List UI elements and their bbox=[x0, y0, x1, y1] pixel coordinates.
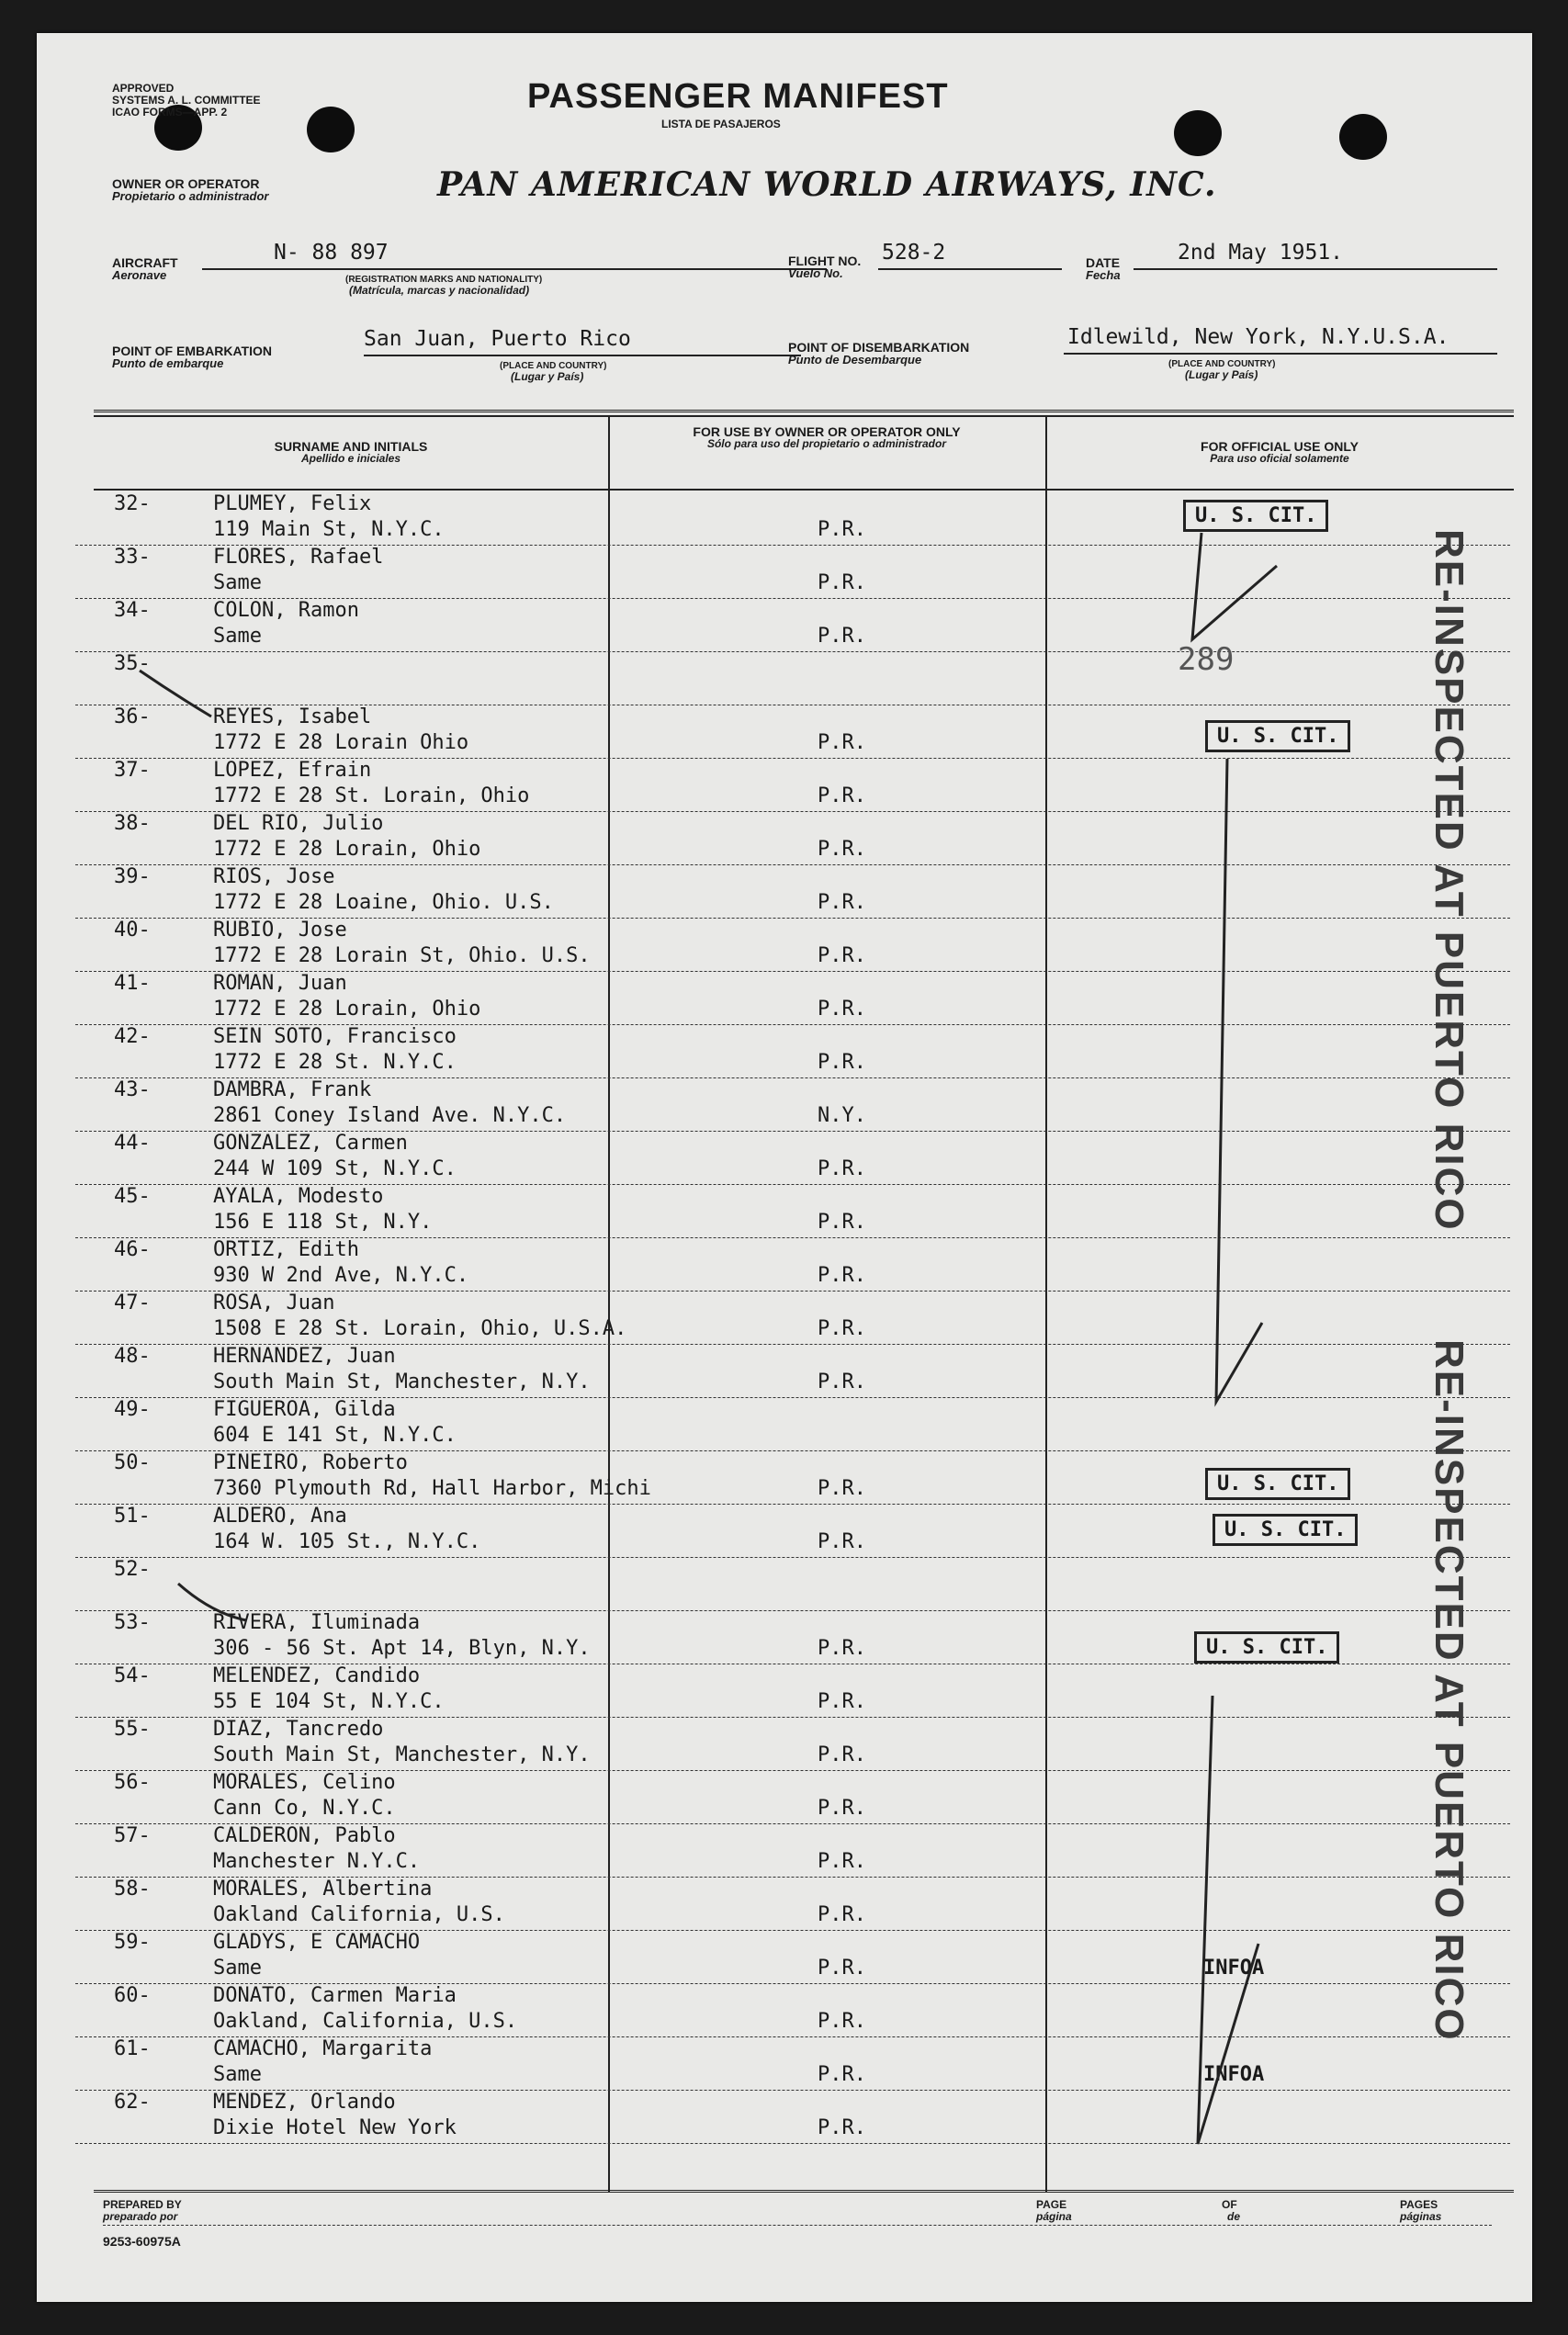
passenger-address: 2861 Coney Island Ave. N.Y.C. bbox=[213, 1104, 567, 1127]
passenger-name: RUBIO, Jose bbox=[213, 919, 347, 942]
disembarkation-label-es: Punto de Desembarque bbox=[788, 353, 922, 367]
passenger-address: Same bbox=[213, 571, 262, 594]
official-note: INFOA bbox=[1203, 1957, 1265, 1980]
official-note: INFOA bbox=[1203, 2063, 1265, 2086]
column-header-official-en: FOR OFFICIAL USE ONLY bbox=[1201, 439, 1359, 454]
passenger-address: 1772 E 28 Lorain, Ohio bbox=[213, 998, 481, 1021]
date-label: DATE bbox=[1086, 255, 1121, 270]
embarkation-label: POINT OF EMBARKATION bbox=[112, 344, 272, 358]
row-number: 36- bbox=[114, 705, 151, 728]
operator-note: P.R. bbox=[818, 1530, 866, 1553]
operator-note: P.R. bbox=[818, 944, 866, 967]
passenger-address: Same bbox=[213, 2063, 262, 2086]
pen-strike bbox=[178, 1584, 246, 1620]
passenger-address: 119 Main St, N.Y.C. bbox=[213, 518, 445, 541]
passenger-address: Oakland, California, U.S. bbox=[213, 2010, 518, 2033]
operator-note: P.R. bbox=[818, 784, 866, 807]
row-number: 43- bbox=[114, 1078, 151, 1101]
us-cit-stamp: U. S. CIT. bbox=[1205, 1468, 1350, 1500]
pen-marks bbox=[37, 33, 1532, 2302]
passenger-name: LOPEZ, Efrain bbox=[213, 759, 372, 782]
passenger-address: 1772 E 28 Loaine, Ohio. U.S. bbox=[213, 891, 554, 914]
pen-check bbox=[1216, 759, 1262, 1402]
row-number: 39- bbox=[114, 865, 151, 888]
passenger-name: ROSA, Juan bbox=[213, 1292, 335, 1314]
row-number: 53- bbox=[114, 1611, 151, 1634]
of-label: OF bbox=[1222, 2198, 1237, 2211]
operator-note: P.R. bbox=[818, 571, 866, 594]
row-number: 33- bbox=[114, 546, 151, 569]
passenger-name: MORALES, Celino bbox=[213, 1771, 396, 1794]
passenger-name: AYALA, Modesto bbox=[213, 1185, 384, 1208]
row-number: 60- bbox=[114, 1984, 151, 2007]
row-number: 58- bbox=[114, 1878, 151, 1901]
passenger-name: FLORES, Rafael bbox=[213, 546, 384, 569]
passenger-address: South Main St, Manchester, N.Y. bbox=[213, 1371, 591, 1393]
passenger-name: DONATO, Carmen Maria bbox=[213, 1984, 457, 2007]
operator-note: P.R. bbox=[818, 1637, 866, 1660]
passenger-name: FIGUEROA, Gilda bbox=[213, 1398, 396, 1421]
row-number: 37- bbox=[114, 759, 151, 782]
approved-line: SYSTEMS A. L. COMMITTEE bbox=[112, 94, 261, 107]
row-number: 40- bbox=[114, 919, 151, 942]
column-header-name-en: SURNAME AND INITIALS bbox=[274, 439, 428, 454]
reinspected-stamp: RE-INSPECTED AT PUERTO RICO bbox=[1427, 1339, 1472, 2042]
passenger-address: 1772 E 28 Lorain Ohio bbox=[213, 731, 469, 754]
page-label-es: página bbox=[1036, 2210, 1072, 2223]
row-number: 46- bbox=[114, 1238, 151, 1261]
passenger-address: 604 E 141 St, N.Y.C. bbox=[213, 1424, 457, 1447]
passenger-address: 1772 E 28 Lorain, Ohio bbox=[213, 838, 481, 861]
passenger-address: 244 W 109 St, N.Y.C. bbox=[213, 1157, 457, 1180]
disembarkation-place-note: (PLACE AND COUNTRY) bbox=[1168, 359, 1276, 369]
passenger-name: CALDERON, Pablo bbox=[213, 1824, 396, 1847]
row-number: 51- bbox=[114, 1505, 151, 1528]
approved-line: APPROVED bbox=[112, 82, 175, 95]
operator-note: P.R. bbox=[818, 1797, 866, 1820]
row-number: 61- bbox=[114, 2037, 151, 2060]
manifest-title: PASSENGER MANIFEST bbox=[527, 77, 949, 116]
prepared-by-label: PREPARED BY bbox=[103, 2198, 182, 2211]
date-value: 2nd May 1951. bbox=[1178, 241, 1344, 265]
registration-note-es: (Matrícula, marcas y nacionalidad) bbox=[349, 284, 530, 297]
operator-note: P.R. bbox=[818, 1957, 866, 1980]
passenger-address: 306 - 56 St. Apt 14, Blyn, N.Y. bbox=[213, 1637, 591, 1660]
row-number: 55- bbox=[114, 1718, 151, 1741]
pen-check bbox=[1192, 533, 1277, 639]
aircraft-label: AIRCRAFT bbox=[112, 255, 178, 270]
operator-note: P.R. bbox=[818, 838, 866, 861]
passenger-name: ORTIZ, Edith bbox=[213, 1238, 359, 1261]
operator-note: P.R. bbox=[818, 1157, 866, 1180]
passenger-name: RIVERA, Iluminada bbox=[213, 1611, 421, 1634]
reinspected-stamp: RE-INSPECTED AT PUERTO RICO bbox=[1427, 529, 1472, 1232]
registration-note: (REGISTRATION MARKS AND NATIONALITY) bbox=[345, 275, 543, 285]
row-number: 48- bbox=[114, 1345, 151, 1368]
passenger-address: 55 E 104 St, N.Y.C. bbox=[213, 1690, 445, 1713]
disembarkation-place-note-es: (Lugar y País) bbox=[1185, 368, 1258, 381]
operator-note: P.R. bbox=[818, 1690, 866, 1713]
operator-name: PAN AMERICAN WORLD AIRWAYS, INC. bbox=[437, 165, 1217, 204]
pages-label-es: páginas bbox=[1400, 2210, 1442, 2223]
column-header-official-es: Para uso oficial solamente bbox=[1210, 452, 1349, 465]
passenger-name: PINEIRO, Roberto bbox=[213, 1451, 408, 1474]
passenger-name: HERNANDEZ, Juan bbox=[213, 1345, 396, 1368]
passenger-address: South Main St, Manchester, N.Y. bbox=[213, 1743, 591, 1766]
us-cit-stamp: U. S. CIT. bbox=[1213, 1514, 1358, 1546]
passenger-name: ALDERO, Ana bbox=[213, 1505, 347, 1528]
operator-note: P.R. bbox=[818, 1264, 866, 1287]
flight-value: 528-2 bbox=[882, 241, 946, 265]
row-number: 38- bbox=[114, 812, 151, 835]
passenger-address: Same bbox=[213, 625, 262, 648]
manifest-title-sub: LISTA DE PASAJEROS bbox=[661, 118, 781, 130]
passenger-address: 1772 E 28 St. Lorain, Ohio bbox=[213, 784, 530, 807]
operator-note: P.R. bbox=[818, 1211, 866, 1234]
row-number: 57- bbox=[114, 1824, 151, 1847]
row-number: 49- bbox=[114, 1398, 151, 1421]
aircraft-value: N- 88 897 bbox=[274, 241, 389, 265]
passenger-name: CAMACHO, Margarita bbox=[213, 2037, 433, 2060]
count-stamp: 289 bbox=[1178, 641, 1235, 678]
passenger-name: GLADYS, E CAMACHO bbox=[213, 1931, 421, 1954]
passenger-address: 1772 E 28 St. N.Y.C. bbox=[213, 1051, 457, 1074]
page-label: PAGE bbox=[1036, 2198, 1067, 2211]
passenger-address: 7360 Plymouth Rd, Hall Harbor, Michi bbox=[213, 1477, 651, 1500]
row-number: 42- bbox=[114, 1025, 151, 1048]
pages-label: PAGES bbox=[1400, 2198, 1438, 2211]
operator-note: P.R. bbox=[818, 1850, 866, 1873]
passenger-name: PLUMEY, Felix bbox=[213, 492, 372, 515]
column-header-name-es: Apellido e iniciales bbox=[300, 452, 401, 465]
operator-note: P.R. bbox=[818, 998, 866, 1021]
row-number: 34- bbox=[114, 599, 151, 622]
operator-note: P.R. bbox=[818, 1477, 866, 1500]
approved-line: ICAO FORMS—APP. 2 bbox=[112, 106, 228, 118]
passenger-address: Cann Co, N.Y.C. bbox=[213, 1797, 396, 1820]
row-number: 62- bbox=[114, 2091, 151, 2114]
column-header-operator-en: FOR USE BY OWNER OR OPERATOR ONLY bbox=[693, 424, 961, 439]
passenger-name: DIAZ, Tancredo bbox=[213, 1718, 384, 1741]
row-number: 45- bbox=[114, 1185, 151, 1208]
aircraft-label-es: Aeronave bbox=[112, 268, 167, 282]
flight-label: FLIGHT NO. bbox=[788, 254, 862, 268]
operator-note: P.R. bbox=[818, 518, 866, 541]
row-number: 59- bbox=[114, 1931, 151, 1954]
us-cit-stamp: U. S. CIT. bbox=[1205, 720, 1350, 752]
flight-label-es: Vuelo No. bbox=[788, 266, 843, 280]
embarkation-place-note-es: (Lugar y País) bbox=[511, 370, 584, 383]
disembarkation-label: POINT OF DISEMBARKATION bbox=[788, 340, 970, 355]
passenger-address: Manchester N.Y.C. bbox=[213, 1850, 421, 1873]
operator-note: P.R. bbox=[818, 1743, 866, 1766]
passenger-name: REYES, Isabel bbox=[213, 705, 372, 728]
row-number: 47- bbox=[114, 1292, 151, 1314]
passenger-name: COLON, Ramon bbox=[213, 599, 359, 622]
operator-note: P.R. bbox=[818, 1317, 866, 1340]
operator-note: P.R. bbox=[818, 1903, 866, 1926]
us-cit-stamp: U. S. CIT. bbox=[1183, 500, 1328, 532]
form-number: 9253-60975A bbox=[103, 2234, 181, 2249]
passenger-address: 1772 E 28 Lorain St, Ohio. U.S. bbox=[213, 944, 591, 967]
owner-label: OWNER OR OPERATOR bbox=[112, 176, 260, 191]
operator-note: P.R. bbox=[818, 2063, 866, 2086]
date-label-es: Fecha bbox=[1086, 268, 1121, 282]
passenger-name: DEL RIO, Julio bbox=[213, 812, 384, 835]
passenger-name: MORALES, Albertina bbox=[213, 1878, 433, 1901]
operator-note: P.R. bbox=[818, 2010, 866, 2033]
pen-strike bbox=[140, 671, 211, 716]
row-number: 54- bbox=[114, 1664, 151, 1687]
prepared-by-label-es: preparado por bbox=[103, 2210, 178, 2223]
row-number: 52- bbox=[114, 1558, 151, 1581]
passenger-address: Dixie Hotel New York bbox=[213, 2116, 457, 2139]
column-header-operator-es: Sólo para uso del propietario o administrador bbox=[706, 437, 947, 450]
pen-check bbox=[1198, 1696, 1258, 2144]
passenger-name: ROMAN, Juan bbox=[213, 972, 347, 995]
operator-note: P.R. bbox=[818, 731, 866, 754]
passenger-name: SEIN SOTO, Francisco bbox=[213, 1025, 457, 1048]
operator-note: N.Y. bbox=[818, 1104, 866, 1127]
operator-note: P.R. bbox=[818, 2116, 866, 2139]
us-cit-stamp: U. S. CIT. bbox=[1194, 1631, 1339, 1664]
passenger-name: DAMBRA, Frank bbox=[213, 1078, 372, 1101]
owner-label-es: Propietario o administrador bbox=[112, 189, 269, 203]
embarkation-value: San Juan, Puerto Rico bbox=[364, 327, 631, 351]
operator-note: P.R. bbox=[818, 1051, 866, 1074]
disembarkation-value: Idlewild, New York, N.Y.U.S.A. bbox=[1067, 325, 1450, 349]
row-number: 44- bbox=[114, 1132, 151, 1155]
row-number: 35- bbox=[114, 652, 151, 675]
row-number: 56- bbox=[114, 1771, 151, 1794]
passenger-name: MENDEZ, Orlando bbox=[213, 2091, 396, 2114]
row-number: 50- bbox=[114, 1451, 151, 1474]
passenger-address: 164 W. 105 St., N.Y.C. bbox=[213, 1530, 481, 1553]
passenger-address: 1508 E 28 St. Lorain, Ohio, U.S.A. bbox=[213, 1317, 627, 1340]
passenger-address: Same bbox=[213, 1957, 262, 1980]
passenger-name: RIOS, Jose bbox=[213, 865, 335, 888]
row-number: 41- bbox=[114, 972, 151, 995]
row-number: 32- bbox=[114, 492, 151, 515]
passenger-name: MELENDEZ, Candido bbox=[213, 1664, 421, 1687]
embarkation-label-es: Punto de embarque bbox=[112, 356, 224, 370]
passenger-name: GONZALEZ, Carmen bbox=[213, 1132, 408, 1155]
of-label-es: de bbox=[1227, 2210, 1241, 2223]
passenger-address: Oakland California, U.S. bbox=[213, 1903, 505, 1926]
operator-note: P.R. bbox=[818, 625, 866, 648]
operator-note: P.R. bbox=[818, 1371, 866, 1393]
manifest-sheet bbox=[37, 33, 1532, 2302]
passenger-address: 156 E 118 St, N.Y. bbox=[213, 1211, 433, 1234]
operator-note: P.R. bbox=[818, 891, 866, 914]
embarkation-place-note: (PLACE AND COUNTRY) bbox=[500, 361, 607, 371]
passenger-address: 930 W 2nd Ave, N.Y.C. bbox=[213, 1264, 469, 1287]
